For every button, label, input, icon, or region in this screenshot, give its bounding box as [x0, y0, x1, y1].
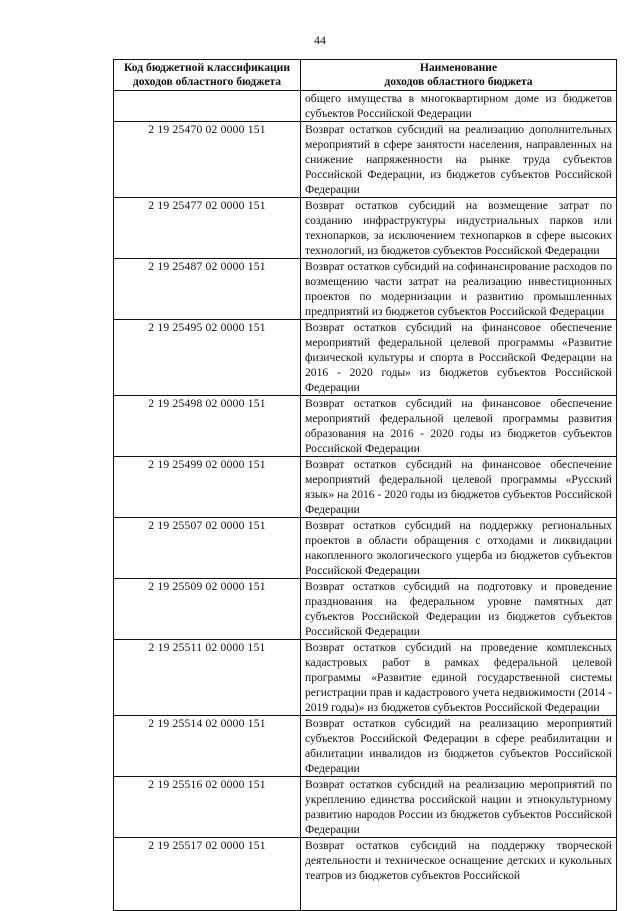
code-column-header [114, 60, 301, 91]
budget-classification-table [113, 59, 617, 911]
table-row [114, 518, 617, 579]
code-header-line1: Код бюджетной классификации [123, 61, 291, 74]
table-row [114, 198, 617, 259]
budget-code-cell [114, 91, 301, 122]
budget-code-cell: 2 19 25499 02 0000 151 [114, 457, 301, 518]
budget-code-cell: 2 19 25509 02 0000 151 [114, 579, 301, 640]
budget-code-cell: 2 19 25514 02 0000 151 [114, 716, 301, 777]
table-header-row [114, 60, 617, 91]
table-row [114, 259, 617, 320]
name-column-header [301, 60, 617, 91]
income-name-cell: Возврат остатков субсидий на реализацию мероприятий субъектов Российской Федерации в сфере реабилитации и абилитации инвалидов из бюджетов субъектов Российской Федерации [301, 716, 617, 777]
table-row [114, 320, 617, 396]
income-name-cell: Возврат остатков субсидий на софинансирование расходов по возмещению части затрат на реализацию инвестиционных проектов по модернизации и развитию промышленных предприятий из бюджетов субъектов Российской Федерации [301, 259, 617, 320]
income-name-cell: Возврат остатков субсидий на реализацию мероприятий по укреплению единства российской нации и этнокультурному развитию народов России из бюджетов субъектов Российской Федерации [301, 777, 617, 838]
budget-code-cell: 2 19 25487 02 0000 151 [114, 259, 301, 320]
budget-code-cell: 2 19 25498 02 0000 151 [114, 396, 301, 457]
income-name-cell [301, 838, 617, 911]
income-name-cell: Возврат остатков субсидий на подготовку и проведение празднования на федеральном уровне памятных дат субъектов Российской Федерации из бюджетов субъектов Российской Федерации [301, 579, 617, 640]
table-row [114, 716, 617, 777]
table-row [114, 396, 617, 457]
table-row [114, 579, 617, 640]
table-row [114, 838, 617, 911]
income-name-cell: Возврат остатков субсидий на возмещение затрат по созданию инфраструктуры индустриальных парков или технопарков, за исключением технопарков в сфере высоких технологий, из бюджетов субъектов Российской Федерации [301, 198, 617, 259]
income-name-cell: Возврат остатков субсидий на финансовое обеспечение мероприятий федеральной целевой программы развития образования на 2016 - 2020 годы из бюджетов субъектов Российской Федерации [301, 396, 617, 457]
table-row [114, 91, 617, 122]
code-header-line2: доходов областного бюджета [132, 75, 282, 88]
budget-code-cell: 2 19 25477 02 0000 151 [114, 198, 301, 259]
budget-code-cell: 2 19 25517 02 0000 151 [114, 838, 301, 911]
table-row [114, 122, 617, 198]
table-row [114, 640, 617, 716]
income-name-cell: Возврат остатков субсидий на реализацию дополнительных мероприятий в сфере занятости населения, направленных на снижение напряженности на рынке труда субъектов Российской Федерации, из бюджетов субъектов Российской Федерации [301, 122, 617, 198]
budget-code-cell: 2 19 25507 02 0000 151 [114, 518, 301, 579]
page-number: 44 [314, 33, 326, 47]
name-header-line2: доходов областного бюджета [384, 75, 533, 88]
budget-code-cell: 2 19 25495 02 0000 151 [114, 320, 301, 396]
table-row [114, 777, 617, 838]
income-name-cell: общего имущества в многоквартирном доме из бюджетов субъектов Российской Федерации [301, 91, 617, 122]
income-name-text: Возврат остатков субсидий на поддержку творческой деятельности и техническое оснащение детских и кукольных театров из бюджетов субъектов Российской [305, 839, 612, 882]
income-name-cell: Возврат остатков субсидий на финансовое обеспечение мероприятий федеральной целевой программы «Русский язык» на 2016 - 2020 годы из бюджетов субъектов Российской Федерации [301, 457, 617, 518]
income-name-cell: Возврат остатков субсидий на финансовое обеспечение мероприятий федеральной целевой программы «Развитие физической культуры и спорта в Российской Федерации на 2016 - 2020 годы» из бюджетов субъектов Российской Федерации [301, 320, 617, 396]
income-name-cell: Возврат остатков субсидий на поддержку региональных проектов в области обращения с отходами и ликвидации накопленного экологического ущерба из бюджетов субъектов Российской Федерации [301, 518, 617, 579]
table-row [114, 457, 617, 518]
income-name-cell: Возврат остатков субсидий на проведение комплексных кадастровых работ в рамках федеральной целевой программы «Развитие единой государственной системы регистрации прав и кадастрового учета недвижимости (2014 - 2019 годы)» из бюджетов субъектов Российской Федерации [301, 640, 617, 716]
budget-code-cell: 2 19 25470 02 0000 151 [114, 122, 301, 198]
name-header-line1: Наименование [419, 61, 498, 74]
budget-code-cell: 2 19 25516 02 0000 151 [114, 777, 301, 838]
budget-code-cell: 2 19 25511 02 0000 151 [114, 640, 301, 716]
